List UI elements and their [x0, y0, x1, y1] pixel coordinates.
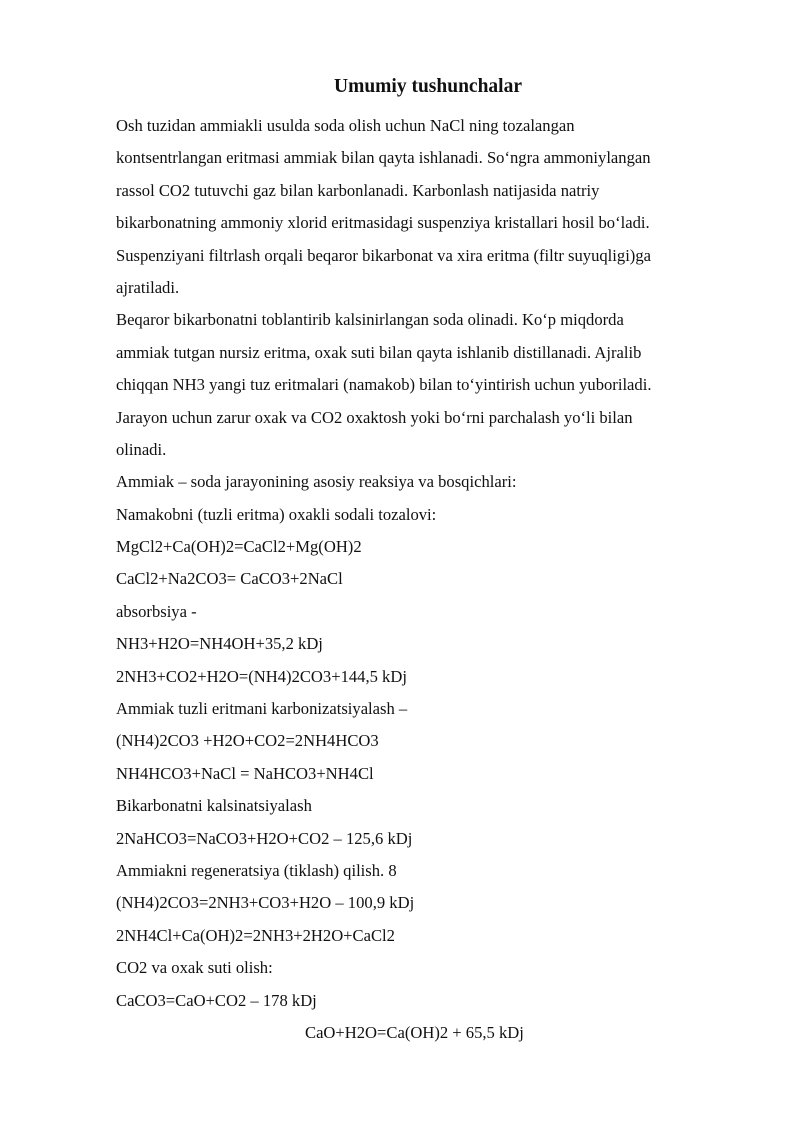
paragraph-line: kontsentrlangan eritmasi ammiak bilan qayta ishlanadi. So‘ngra ammoniylangan — [116, 148, 651, 168]
step-heading-line: absorbsiya - — [116, 601, 197, 621]
equation-line: CaCO3=CaO+CO2 – 178 kDj — [116, 990, 317, 1010]
step-heading-line: Bikarbonatni kalsinatsiyalash — [116, 796, 312, 816]
paragraph-line: olinadi. — [116, 439, 167, 459]
step-heading-line: Namakobni (tuzli eritma) oxakli sodali tozalovi: — [116, 504, 437, 524]
step-heading-line: CO2 va oxak suti olish: — [116, 958, 273, 978]
paragraph-line: rassol CO2 tutuvchi gaz bilan karbonlanadi. Karbonlash natijasida natriy — [116, 180, 600, 200]
paragraph-line: Osh tuzidan ammiakli usulda soda olish uchun NaCl ning tozalangan — [116, 116, 575, 135]
equation-line: (NH4)2CO3 +H2O+CO2=2NH4HCO3 — [116, 731, 379, 751]
equation-line: MgCl2+Ca(OH)2=CaCl2+Mg(OH)2 — [116, 537, 362, 557]
paragraph-line: Suspenziyani filtrlash orqali beqaror bikarbonat va xira eritma (filtr suyuqligi)ga — [116, 245, 651, 265]
paragraph-line: Beqaror bikarbonatni toblantirib kalsinirlangan soda olinadi. Ko‘p miqdorda — [116, 310, 624, 330]
equation-line: CaCl2+Na2CO3= CaCO3+2NaCl — [116, 569, 343, 589]
equation-line: 2NH3+CO2+H2O=(NH4)2CO3+144,5 kDj — [116, 666, 407, 686]
paragraph-line: ammiak tutgan nursiz eritma, oxak suti bilan qayta ishlanib distillanadi. Ajralib — [116, 342, 642, 362]
paragraph-line: bikarbonatning ammoniy xlorid eritmasidagi suspenziya kristallari hosil bo‘ladi. — [116, 213, 650, 233]
paragraph-line: ajratiladi. — [116, 277, 180, 297]
equation-line: 2NaHCO3=NaCO3+H2O+CO2 – 125,6 kDj — [116, 828, 413, 848]
paragraph-line: chiqqan NH3 yangi tuz eritmalari (namakob) bilan to‘yintirish uchun yuboriladi. — [116, 375, 652, 395]
step-heading-line: Ammiakni regeneratsiya (tiklash) qilish. 8 — [116, 860, 397, 880]
equation-line: 2NH4Cl+Ca(OH)2=2NH3+2H2O+CaCl2 — [116, 925, 395, 945]
step-heading-line: Ammiak tuzli eritmani karbonizatsiyalash – — [116, 699, 408, 719]
equation-line-centered: CaO+H2O=Ca(OH)2 + 65,5 kDj — [305, 1022, 524, 1042]
section-heading-line: Ammiak – soda jarayonining asosiy reaksiya va bosqichlari: — [116, 472, 517, 492]
document-body — [116, 110, 736, 1049]
paragraph-line: Jarayon uchun zarur oxak va CO2 oxaktosh yoki bo‘rni parchalash yo‘li bilan — [116, 407, 633, 427]
equation-line: (NH4)2CO3=2NH3+CO3+H2O – 100,9 kDj — [116, 893, 415, 913]
page-title: Umumiy tushunchalar — [334, 76, 522, 97]
equation-line: NH4HCO3+NaCl = NaHCO3+NH4Cl — [116, 763, 374, 783]
equation-line: NH3+H2O=NH4OH+35,2 kDj — [116, 634, 323, 654]
